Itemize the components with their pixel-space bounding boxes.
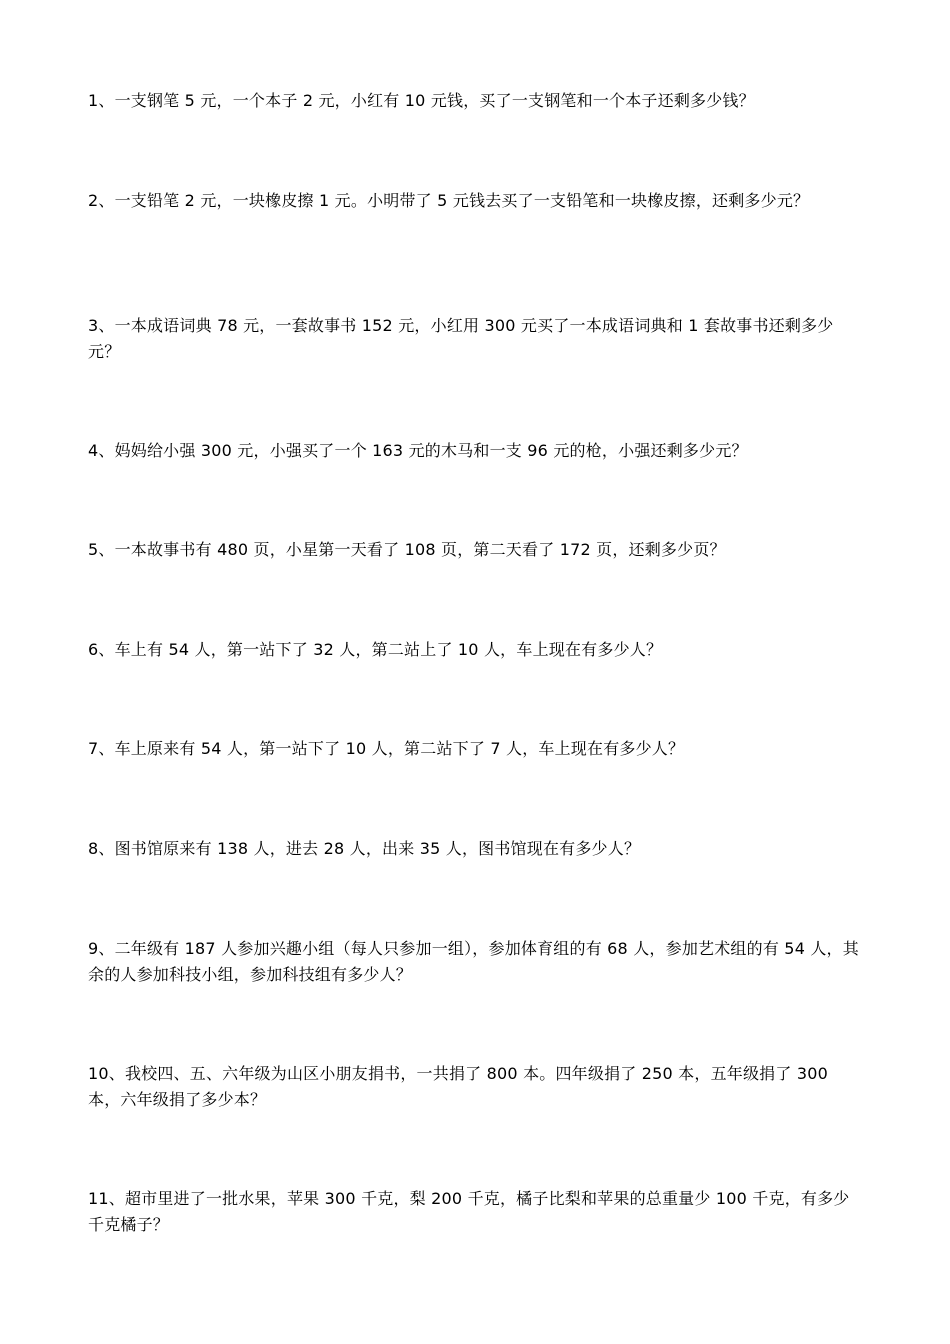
problem-7: 7、车上原来有 54 人，第一站下了 10 人，第二站下了 7 人，车上现在有多少人？ bbox=[88, 739, 685, 758]
problem-9: 9、二年级有 187 人参加兴趣小组（每人只参加一组），参加体育组的有 68 人，参加艺术组的有 54 人，其余的人参加科技小组，参加科技组有多少人？ bbox=[88, 939, 859, 984]
problem-5: 5、一本故事书有 480 页，小星第一天看了 108 页，第二天看了 172 页，还剩多少页？ bbox=[88, 540, 726, 559]
problem-4: 4、妈妈给小强 300 元，小强买了一个 163 元的木马和一支 96 元的枪，小强还剩多少元？ bbox=[88, 441, 748, 460]
problem-2: 2、一支铅笔 2 元，一块橡皮擦 1 元。小明带了 5 元钱去买了一支铅笔和一块橡皮擦，还剩多少元？ bbox=[88, 191, 810, 210]
problem-1: 1、一支钢笔 5 元，一个本子 2 元，小红有 10 元钱，买了一支钢笔和一个本子还剩多少钱？ bbox=[88, 91, 755, 110]
problem-10: 10、我校四、五、六年级为山区小朋友捐书，一共捐了 800 本。四年级捐了 250 本，五年级捐了 300 本，六年级捐了多少本？ bbox=[88, 1064, 829, 1109]
problem-11: 11、超市里进了一批水果，苹果 300 千克，梨 200 千克，橘子比梨和苹果的总重量少 100 千克，有多少千克橘子？ bbox=[88, 1189, 850, 1234]
problem-6: 6、车上有 54 人，第一站下了 32 人，第二站上了 10 人，车上现在有多少人？ bbox=[88, 640, 663, 659]
problem-8: 8、图书馆原来有 138 人，进去 28 人，出来 35 人，图书馆现在有多少人？ bbox=[88, 839, 641, 858]
problem-3: 3、一本成语词典 78 元，一套故事书 152 元，小红用 300 元买了一本成语词典和 1 套故事书还剩多少元？ bbox=[88, 316, 834, 361]
